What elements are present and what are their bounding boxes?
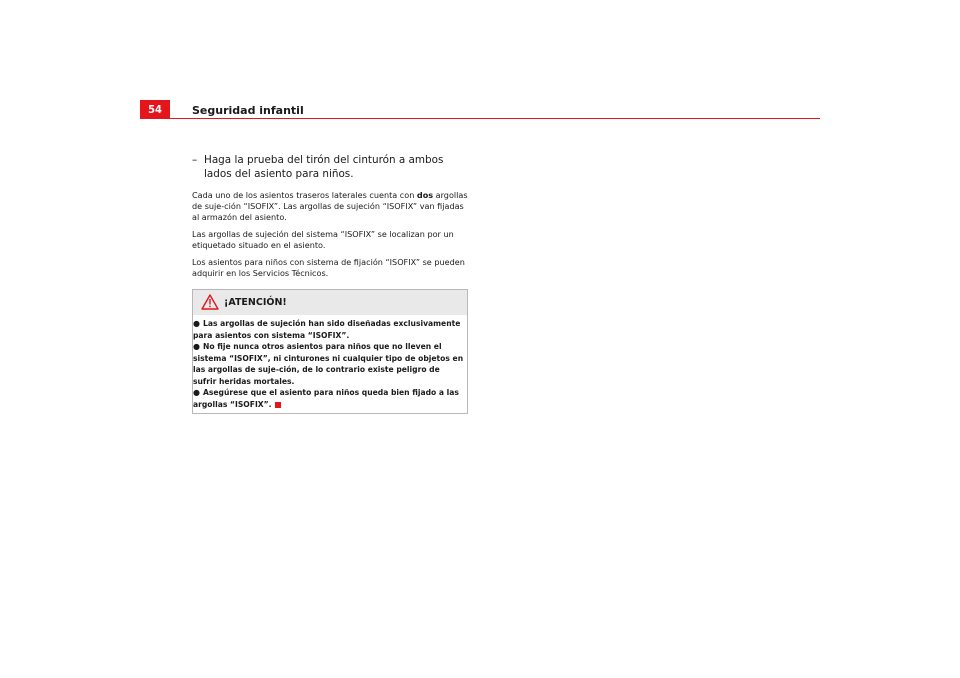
instruction-step — [192, 153, 468, 181]
warning-bullet — [193, 341, 465, 387]
paragraph-isofix-anchors — [192, 190, 468, 223]
section-end-icon — [275, 402, 281, 408]
warning-triangle-icon — [201, 294, 219, 310]
bullet-icon: ● — [193, 342, 200, 351]
paragraph-isofix-label: Las argollas de sujeción del sistema “ISOFIX” se localizan por un etiquetado situado en el asiento. — [192, 229, 454, 250]
warning-bullet — [193, 387, 465, 410]
paragraph-text: Cada uno de los asientos traseros laterales cuenta con — [192, 190, 417, 200]
warning-bullet — [193, 318, 465, 341]
main-content — [192, 153, 468, 414]
warning-body — [193, 315, 467, 413]
bullet-text: No fije nunca otros asientos para niños que no lleven el sistema “ISOFIX”, ni cinturones ni cualquier tipo de objetos en las argollas de suje-ción, de lo contrario existe peligro de sufrir heridas mortales. — [193, 342, 464, 386]
paragraph-text: argollas de suje-ción “ISOFIX”. Las argollas de sujeción “ISOFIX” van fijadas al armazón del asiento. — [192, 190, 468, 222]
warning-title: ¡ATENCIÓN! — [224, 297, 287, 308]
header-rule — [140, 118, 820, 119]
step-text: Haga la prueba del tirón del cinturón a ambos lados del asiento para niños. — [204, 154, 444, 180]
warning-box — [192, 289, 468, 414]
bullet-icon: ● — [193, 388, 200, 397]
emphasis-text: dos — [416, 190, 434, 200]
section-title: Seguridad infantil — [192, 104, 304, 117]
page-number: 54 — [140, 100, 170, 119]
bullet-icon: ● — [193, 319, 200, 328]
bullet-text: Asegúrese que el asiento para niños queda bien fijado a las argollas “ISOFIX”. — [193, 388, 459, 409]
paragraph-isofix-dealers: Los asientos para niños con sistema de fijación “ISOFIX” se pueden adquirir en los Servicios Técnicos. — [192, 257, 465, 278]
bullet-text: Las argollas de sujeción han sido diseñadas exclusivamente para asientos con sistema “ISOFIX”. — [193, 319, 461, 340]
warning-header — [193, 290, 467, 315]
step-dash: – — [192, 154, 198, 166]
